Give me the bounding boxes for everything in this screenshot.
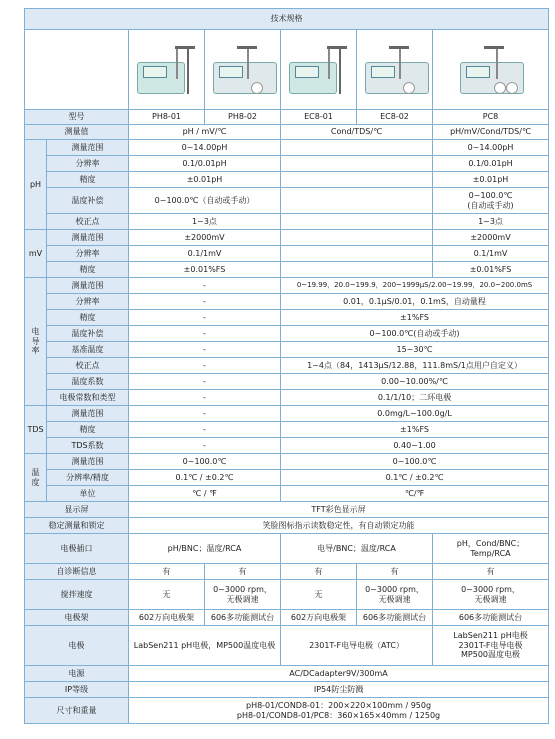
row-label: 测量范围 — [47, 278, 129, 294]
cell: 0.0mg/L~100.0g/L — [281, 406, 549, 422]
row-label: 温度补偿 — [47, 188, 129, 214]
row-label-measure: 测量值 — [25, 125, 129, 140]
row-label: 电极常数和类型 — [47, 390, 129, 406]
row-label: 精度 — [47, 172, 129, 188]
measure-value: Cond/TDS/℃ — [281, 125, 433, 140]
row-label-ip: IP等级 — [25, 682, 129, 698]
cell: 602万向电极架 — [129, 610, 205, 626]
cell: - — [129, 358, 281, 374]
row-label-stir: 搅拌速度 — [25, 580, 129, 610]
cell: 0~100.0℃(自动或手动) — [281, 326, 549, 342]
cell: 15~30℃ — [281, 342, 549, 358]
cell: 0.1/1/10；二环电极 — [281, 390, 549, 406]
cell: 1~3点 — [433, 214, 549, 230]
measure-value: pH / mV/℃ — [129, 125, 281, 140]
row-label: TDS系数 — [47, 438, 129, 454]
cell: TFT彩色显示屏 — [129, 502, 549, 518]
cell: 1~3点 — [129, 214, 281, 230]
cell: 0~100.0℃（自动或手动） — [129, 188, 281, 214]
ph8-02-meter-image — [207, 40, 281, 100]
cell: 有 — [129, 564, 205, 580]
cell: 0~100.0℃ (自动或手动) — [433, 188, 549, 214]
cell: - — [129, 406, 281, 422]
table-title: 技术规格 — [25, 9, 549, 30]
cell: - — [129, 310, 281, 326]
cell: 0~3000 rpm， 无极调速 — [357, 580, 433, 610]
cell: 无 — [129, 580, 205, 610]
row-label: 单位 — [47, 486, 129, 502]
cell: pH/BNC；温度/RCA — [129, 534, 281, 564]
row-label-model: 型号 — [25, 110, 129, 125]
row-label-electrode: 电极 — [25, 626, 129, 666]
model-name: EC8-02 — [357, 110, 433, 125]
cell: ±1%FS — [281, 422, 549, 438]
cell: 0.00~10.00%/℃ — [281, 374, 549, 390]
cell: - — [129, 422, 281, 438]
cell: ±0.01pH — [433, 172, 549, 188]
cell: 笑脸图标指示读数稳定性，有自动锁定功能 — [129, 518, 549, 534]
cell: AC/DCadapter9V/300mA — [129, 666, 549, 682]
group-label-temperature: 温 度 — [25, 454, 47, 502]
cell: ±2000mV — [129, 230, 281, 246]
row-label-power: 电源 — [25, 666, 129, 682]
row-label: 测量范围 — [47, 406, 129, 422]
cell: 有 — [433, 564, 549, 580]
cell: 1~4点（84，1413μS/12.88，111.8mS/1点用户自定义） — [281, 358, 549, 374]
cell: 606多功能测试台 — [205, 610, 281, 626]
cell: 0.40~1.00 — [281, 438, 549, 454]
cell: ±0.01%FS — [129, 262, 281, 278]
row-label-display: 显示屏 — [25, 502, 129, 518]
cell: 电导/BNC；温度/RCA — [281, 534, 433, 564]
group-label-conductivity: 电 导 率 — [25, 278, 47, 406]
group-label-mv: mV — [25, 230, 47, 278]
row-label-stable: 稳定测量和锁定 — [25, 518, 129, 534]
ec8-02-meter-image — [359, 40, 433, 100]
row-label: 校正点 — [47, 214, 129, 230]
cell: 无 — [281, 580, 357, 610]
row-label: 分辨率 — [47, 294, 129, 310]
model-name: PH8-01 — [129, 110, 205, 125]
row-label-port: 电极插口 — [25, 534, 129, 564]
cell: 0~100.0℃ — [129, 454, 281, 470]
row-label: 测量范围 — [47, 454, 129, 470]
cell: LabSen211 pH电极 2301T-F电导电极 MP500温度电极 — [433, 626, 549, 666]
row-label: 校正点 — [47, 358, 129, 374]
cell: ±1%FS — [281, 310, 549, 326]
cell: 0~14.00pH — [433, 140, 549, 156]
group-label-tds: TDS — [25, 406, 47, 454]
cell: 0.01，0.1μS/0.01，0.1mS，自动量程 — [281, 294, 549, 310]
image-row — [25, 30, 549, 110]
row-label: 测量范围 — [47, 140, 129, 156]
cell: ±2000mV — [433, 230, 549, 246]
cell: IP54防尘防溅 — [129, 682, 549, 698]
row-label: 精度 — [47, 422, 129, 438]
cell: 0~14.00pH — [129, 140, 281, 156]
cell: 606多功能测试台 — [433, 610, 549, 626]
cell: 0~3000 rpm， 无极调速 — [205, 580, 281, 610]
measure-value: pH/mV/Cond/TDS/℃ — [433, 125, 549, 140]
cell: LabSen211 pH电极，MP500温度电极 — [129, 626, 281, 666]
row-label: 测量范围 — [47, 230, 129, 246]
cell: ℃/℉ — [281, 486, 549, 502]
cell: 0.1/1mV — [129, 246, 281, 262]
row-label: 温度补偿 — [47, 326, 129, 342]
cell: - — [129, 326, 281, 342]
cell: pH8-01/COND8-01：200×220×100mm / 950g pH8-01/COND8-01/PC8：360×165×40mm / 1250g — [129, 698, 549, 724]
row-label: 分辨率 — [47, 246, 129, 262]
row-label: 温度系数 — [47, 374, 129, 390]
row-label: 精度 — [47, 310, 129, 326]
cell: 0.1℃ / ±0.2℃ — [129, 470, 281, 486]
cell: 0.1/1mV — [433, 246, 549, 262]
cell: 有 — [281, 564, 357, 580]
model-name: PC8 — [433, 110, 549, 125]
row-label: 基准温度 — [47, 342, 129, 358]
ph8-01-meter-image — [131, 40, 205, 100]
cell: pH，Cond/BNC； Temp/RCA — [433, 534, 549, 564]
cell: 602万向电极架 — [281, 610, 357, 626]
cell: - — [129, 278, 281, 294]
pc8-meter-image — [454, 40, 528, 100]
cell: ±0.01pH — [129, 172, 281, 188]
cell: 606多功能测试台 — [357, 610, 433, 626]
row-label-holder: 电极架 — [25, 610, 129, 626]
cell: - — [129, 342, 281, 358]
group-label-ph: pH — [25, 140, 47, 230]
cell: 0.1/0.01pH — [433, 156, 549, 172]
row-label-size: 尺寸和重量 — [25, 698, 129, 724]
row-label: 分辨率 — [47, 156, 129, 172]
row-label-diag: 自诊断信息 — [25, 564, 129, 580]
model-name: PH8-02 — [205, 110, 281, 125]
row-label: 分辨率/精度 — [47, 470, 129, 486]
cell: 0~100.0℃ — [281, 454, 549, 470]
cell: ℃ / ℉ — [129, 486, 281, 502]
row-label: 精度 — [47, 262, 129, 278]
cell: - — [129, 438, 281, 454]
cell: 0.1℃ / ±0.2℃ — [281, 470, 549, 486]
model-name: EC8-01 — [281, 110, 357, 125]
cell: - — [129, 374, 281, 390]
cell: 0.1/0.01pH — [129, 156, 281, 172]
cell: 0~3000 rpm， 无极调速 — [433, 580, 549, 610]
spec-table-container — [24, 8, 548, 724]
cell: 有 — [205, 564, 281, 580]
cell: - — [129, 294, 281, 310]
spec-table — [24, 8, 549, 724]
cell: 有 — [357, 564, 433, 580]
cell: 0~19.99，20.0~199.9，200~1999μS/2.00~19.99，20.0~200.0mS — [281, 278, 549, 294]
cell: - — [129, 390, 281, 406]
cell: ±0.01%FS — [433, 262, 549, 278]
ec8-01-meter-image — [283, 40, 357, 100]
cell: 2301T-F电导电极（ATC） — [281, 626, 433, 666]
